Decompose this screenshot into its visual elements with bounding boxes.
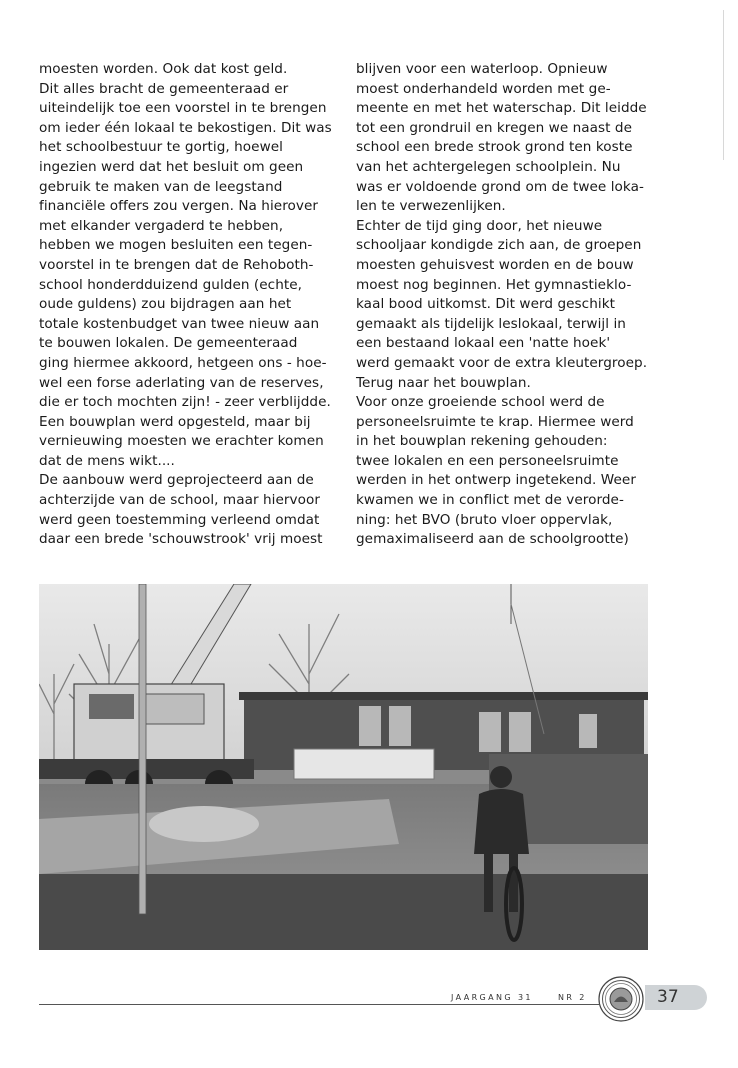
text-line: dat de mens wikt....: [39, 452, 175, 469]
text-line: was er voldoende grond om de twee loka-: [356, 178, 644, 195]
article-right-column: [356, 60, 648, 550]
text-line: schooljaar kondigde zich aan, de groepen: [356, 237, 642, 254]
text-line: werd gemaakt voor de extra kleutergroep.: [356, 354, 648, 371]
text-line: gemaakt als tijdelijk leslokaal, terwijl in: [356, 315, 626, 332]
text-line: oude guldens) zou bijdragen aan het: [39, 296, 292, 313]
page-edge-line: [723, 10, 724, 160]
text-line: het schoolbestuur te gortig, hoewel: [39, 139, 283, 156]
text-line: werd geen toestemming verleend omdat: [39, 511, 320, 528]
text-line: voorstel in te brengen dat de Rehoboth-: [39, 256, 314, 273]
text-line: uiteindelijk toe een voorstel in te brengen: [39, 100, 327, 117]
text-line: blijven voor een waterloop. Opnieuw: [356, 61, 608, 77]
text-line: len te verwezenlijken.: [356, 198, 506, 215]
text-line: om ieder één lokaal te bekostigen. Dit was: [39, 119, 332, 136]
text-line: moest nog beginnen. Het gymnastieklo-: [356, 276, 632, 293]
text-line: Een bouwplan werd opgesteld, maar bij: [39, 413, 311, 430]
text-line: Dit alles bracht de gemeenteraad er: [39, 80, 289, 97]
text-line: meente en met het waterschap. Dit leidde: [356, 100, 647, 117]
text-line: twee lokalen en een personeelsruimte: [356, 452, 619, 469]
text-line: vernieuwing moesten we erachter komen: [39, 433, 324, 450]
text-line: met elkander vergaderd te hebben,: [39, 217, 284, 234]
text-line: Echter de tijd ging door, het nieuwe: [356, 217, 603, 234]
text-line: moest onderhandeld worden met ge-: [356, 80, 611, 97]
text-line: kwamen we in conflict met de verorde-: [356, 492, 624, 509]
text-line: totale kostenbudget van twee nieuw aan: [39, 315, 320, 332]
text-line: van het achtergelegen schoolplein. Nu: [356, 158, 621, 175]
text-line: daar een brede 'schouwstrook' vrij moest: [39, 531, 323, 548]
text-line: kaal bood uitkomst. Dit werd geschikt: [356, 296, 615, 313]
footer-jaargang: JAARGANG 31: [451, 993, 533, 1002]
text-line: school honderdduizend gulden (echte,: [39, 276, 303, 293]
text-line: ging hiermee akkoord, hetgeen ons - hoe-: [39, 354, 327, 371]
text-line: school een brede strook grond ten koste: [356, 139, 633, 156]
text-line: die er toch mochten zijn! - zeer verblijdde.: [39, 394, 331, 411]
construction-photo: [39, 584, 648, 950]
school-seal-icon: [598, 976, 644, 1022]
text-line: te bouwen lokalen. De gemeenteraad: [39, 335, 298, 352]
text-line: tot een grondruil en kregen we naast de: [356, 119, 633, 136]
text-line: achterzijde van de school, maar hiervoor: [39, 492, 320, 509]
page-number: 37: [657, 987, 679, 1007]
text-line: moesten gehuisvest worden en de bouw: [356, 256, 634, 273]
text-line: een bestaand lokaal een 'natte hoek': [356, 335, 611, 352]
text-line: ning: het BVO (bruto vloer oppervlak,: [356, 511, 613, 528]
text-line: hebben we mogen besluiten een tegen-: [39, 237, 313, 254]
text-line: personeelsruimte te krap. Hiermee werd: [356, 413, 634, 430]
text-line: moesten worden. Ook dat kost geld.: [39, 61, 288, 77]
text-line: werden in het ontwerp ingetekend. Weer: [356, 472, 636, 489]
text-line: Voor onze groeiende school werd de: [356, 394, 605, 411]
footer-issue-number: NR 2: [558, 993, 587, 1002]
article-left-column: [39, 60, 331, 550]
text-line: De aanbouw werd geprojecteerd aan de: [39, 472, 314, 489]
text-line: gebruik te maken van de leegstand: [39, 178, 283, 195]
footer-rule: [39, 1004, 599, 1005]
text-line: wel een forse aderlating van de reserves,: [39, 374, 324, 391]
text-line: Terug naar het bouwplan.: [356, 374, 531, 391]
text-line: gemaximaliseerd aan de schoolgrootte): [356, 531, 629, 548]
text-line: financiële offers zou vergen. Na hierover: [39, 198, 319, 215]
text-line: ingezien werd dat het besluit om geen: [39, 158, 304, 175]
text-line: in het bouwplan rekening gehouden:: [356, 433, 608, 450]
